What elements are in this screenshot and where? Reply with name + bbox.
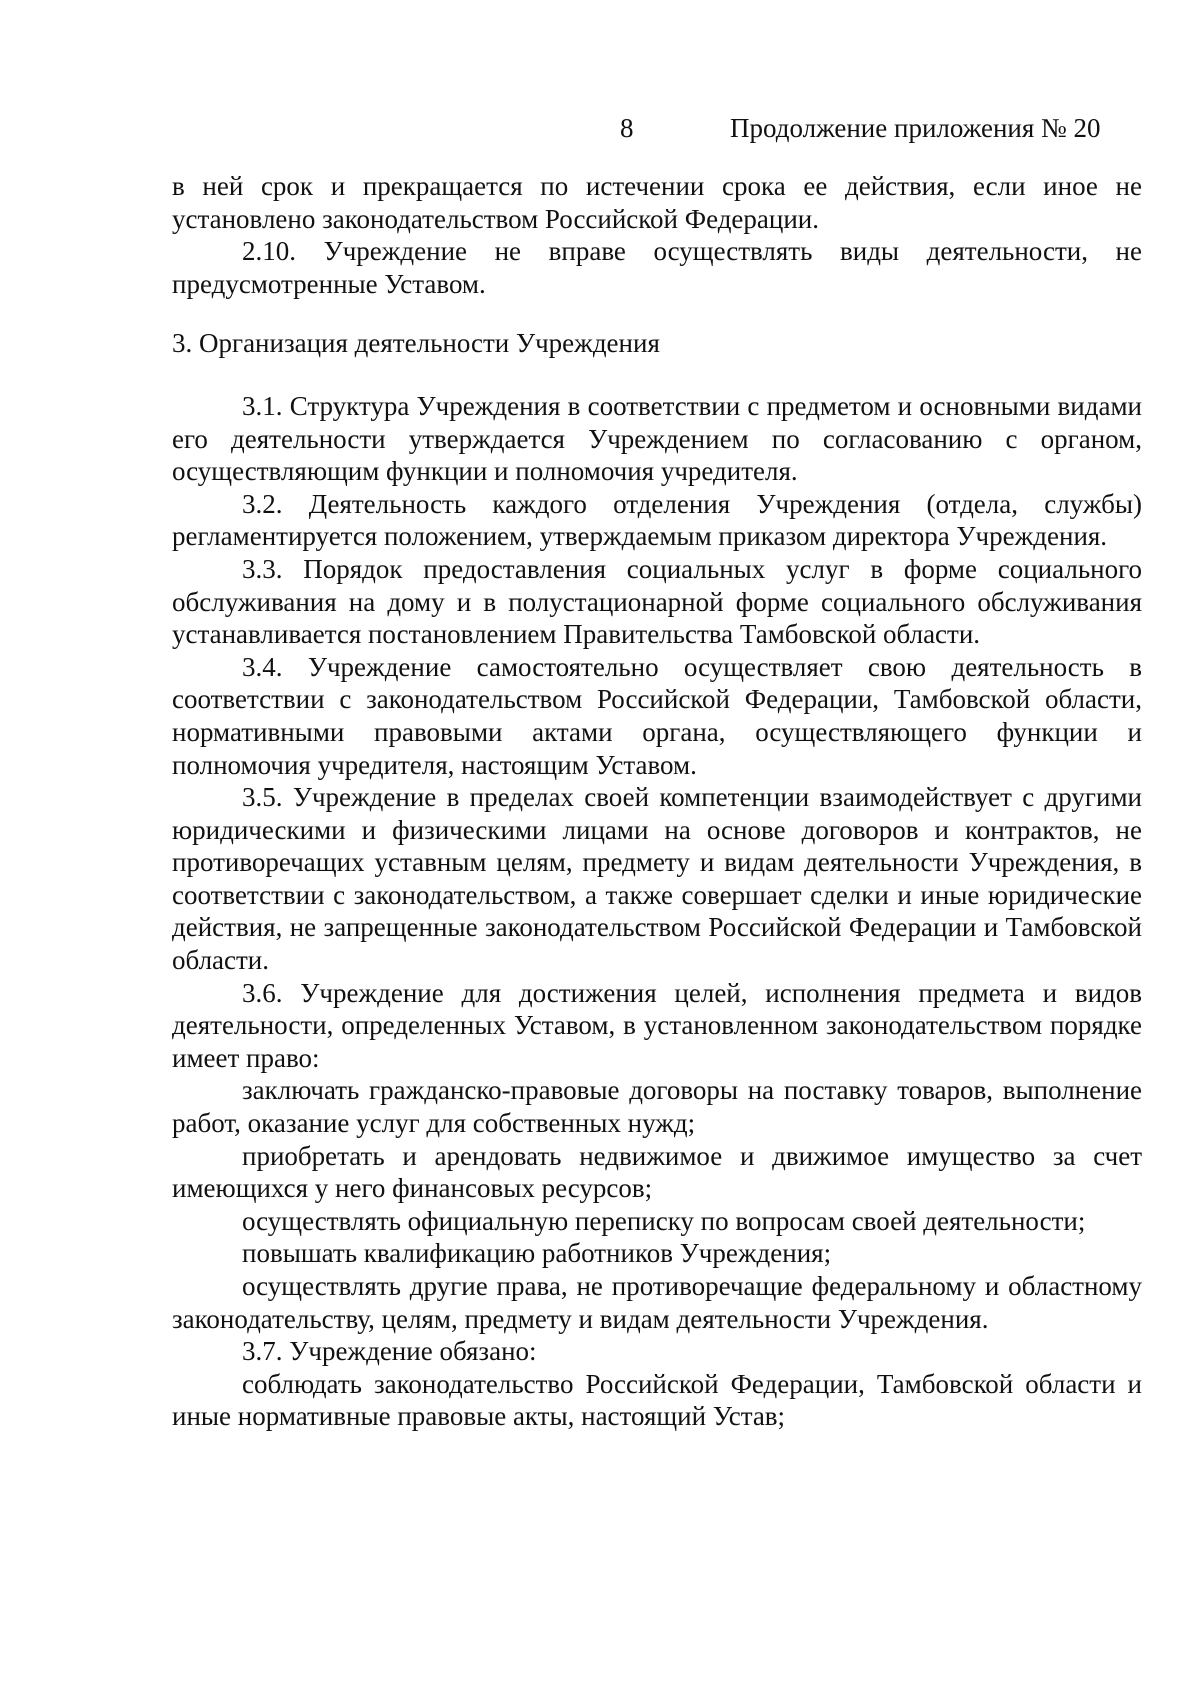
paragraph-continuation: в ней срок и прекращается по истечении срока ее действия, если иное не установлено законодательством Российской Федерации. xyxy=(172,171,1142,234)
list-item-comply-law: соблюдать законодательство Российской Федерации, Тамбовской области и иные нормативные правовые акты, настоящий Устав; xyxy=(172,1368,1142,1432)
paragraph-3-1: 3.1. Структура Учреждения в соответствии с предметом и основными видами его деятельности утверждается Учреждением по согласованию с органом, осуществляющим функции и полномочия учредителя. xyxy=(172,390,1142,487)
list-item-correspondence: осуществлять официальную переписку по вопросам своей деятельности; xyxy=(242,1205,1086,1236)
page-number: 8 xyxy=(620,113,634,143)
document-body xyxy=(172,170,1142,1433)
list-item-qualification: повышать квалификацию работников Учреждения; xyxy=(242,1238,832,1269)
section-heading: 3. Организация деятельности Учреждения xyxy=(172,328,660,359)
paragraph-3-5: 3.5. Учреждение в пределах своей компетенции взаимодействует с другими юридическими и физическими лицами на основе договоров и контрактов, не противоречащих уставным целям, предмету и видам деятельности Учреждения, в соответствии с законодательством, а также совершает сделки и иные юридические действия, не запрещенные законодательством Российской Федерации и Тамбовской области. xyxy=(172,782,1142,976)
paragraph-3-7: 3.7. Учреждение обязано: xyxy=(242,1336,537,1367)
paragraph-3-2: 3.2. Деятельность каждого отделения Учреждения (отдела, службы) регламентируется положением, утверждаемым приказом директора Учреждения. xyxy=(172,488,1142,552)
list-item-contracts: заключать гражданско-правовые договоры на поставку товаров, выполнение работ, оказание услуг для собственных нужд; xyxy=(172,1075,1142,1139)
paragraph-3-4: 3.4. Учреждение самостоятельно осуществляет свою деятельность в соответствии с законодательством Российской Федерации, Тамбовской области, нормативными правовыми актами органа, осуществляющего функции и полномочия учредителя, настоящим Уставом. xyxy=(172,651,1142,780)
list-item-property: приобретать и арендовать недвижимое и движимое имущество за счет имеющихся у него финансовых ресурсов; xyxy=(172,1140,1142,1204)
continuation-note: Продолжение приложения № 20 xyxy=(730,113,1101,143)
paragraph-3-6: 3.6. Учреждение для достижения целей, исполнения предмета и видов деятельности, определенных Уставом, в установленном законодательством порядке имеет право: xyxy=(172,977,1142,1073)
list-item-other-rights: осуществлять другие права, не противоречащие федеральному и областному законодательству, целям, предмету и видам деятельности Учреждения. xyxy=(172,1271,1142,1334)
paragraph-2-10: 2.10. Учреждение не вправе осуществлять виды деятельности, не предусмотренные Уставом. xyxy=(172,236,1142,299)
paragraph-3-3: 3.3. Порядок предоставления социальных услуг в форме социального обслуживания на дому и в полустационарной форме социального обслуживания устанавливается постановлением Правительства Тамбовской области. xyxy=(172,553,1142,650)
